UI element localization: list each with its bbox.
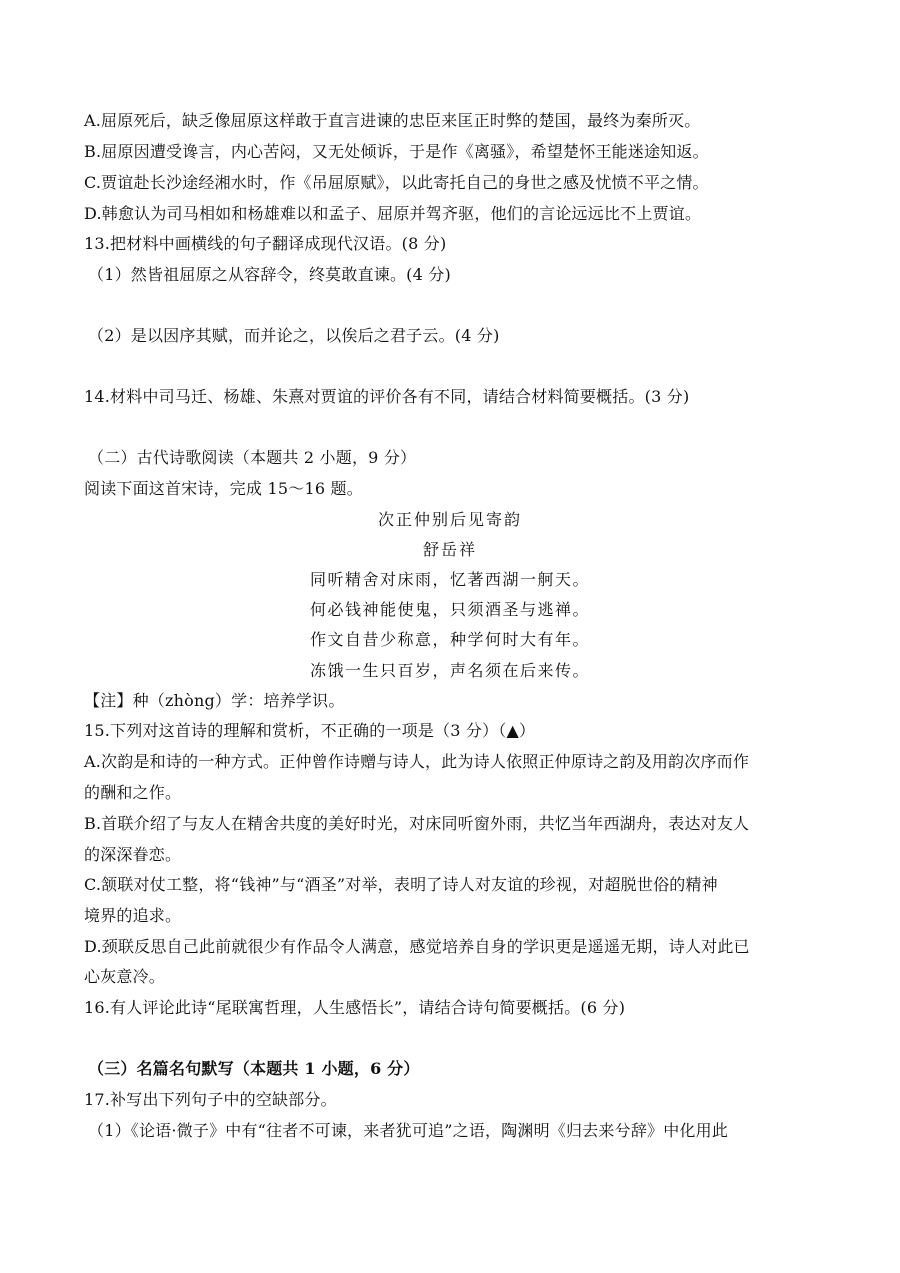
- q15-option-a-cont: 的酬和之作。: [84, 783, 182, 802]
- poem-author: 舒岳祥: [422, 540, 477, 559]
- q12-option-d: D.韩愈认为司马相如和杨雄难以和孟子、屈原并驾齐驱，他们的言论远远比不上贾谊。: [84, 204, 702, 223]
- q15-option-b: B.首联介绍了与友人在精舍共度的美好时光，对床同听窗外雨，共忆当年西湖舟，表达对友人: [84, 814, 750, 833]
- q15-option-a: A.次韵是和诗的一种方式。正仲曾作诗赠与诗人，此为诗人依照正仲原诗之韵及用韵次序而作: [84, 752, 750, 771]
- q16-stem: 16.有人评论此诗“尾联寓哲理，人生感悟长”，请结合诗句简要概括。(6 分): [84, 998, 626, 1017]
- poem-line: 作文自昔少称意，种学何时大有年。: [309, 630, 590, 649]
- q15-stem: 15.下列对这首诗的理解和赏析，不正确的一项是（3 分）（▲）: [84, 721, 536, 740]
- q17-sub1: （1）《论语·微子》中有“往者不可谏，来者犹可追”之语，陶渊明《归去来兮辞》中化用此: [88, 1121, 729, 1140]
- q12-option-c: C.贾谊赴长沙途经湘水时，作《吊屈原赋》，以此寄托自己的身世之感及忧愤不平之情。: [84, 173, 709, 192]
- q13-stem: 13.把材料中画横线的句子翻译成现代汉语。(8 分): [84, 234, 447, 253]
- q13-sub2: （2）是以因序其赋，而并论之，以俟后之君子云。(4 分): [88, 326, 500, 345]
- section3-heading: （三）名篇名句默写（本题共 1 小题，6 分）: [88, 1059, 420, 1078]
- q14-stem: 14.材料中司马迁、杨雄、朱熹对贾谊的评价各有不同，请结合材料简要概括。(3 分): [84, 387, 690, 406]
- poem-note: 【注】种（zhòng）学：培养学识。: [84, 691, 345, 710]
- poem-title: 次正仲别后见寄韵: [377, 510, 522, 529]
- q15-option-d-cont: 心灰意冷。: [84, 967, 166, 986]
- section2-intro: 阅读下面这首宋诗，完成 15～16 题。: [84, 479, 363, 498]
- q15-option-d: D.颈联反思自己此前就很少有作品令人满意，感觉培养自身的学识更是遥遥无期，诗人对此已: [84, 937, 750, 956]
- poem-line: 冻饿一生只百岁，声名须在后来传。: [309, 661, 590, 680]
- q12-option-a: A.屈原死后，缺乏像屈原这样敢于直言进谏的忠臣来匡正时弊的楚国，最终为秦所灭。: [84, 111, 701, 130]
- q12-option-b: B.屈原因遭受谗言，内心苦闷，又无处倾诉，于是作《离骚》，希望楚怀王能迷途知返。: [84, 142, 709, 161]
- q15-option-c-cont: 境界的追求。: [84, 906, 182, 925]
- q13-sub1: （1）然皆祖屈原之从容辞令，终莫敢直谏。(4 分): [88, 265, 451, 284]
- section2-heading: （二）古代诗歌阅读（本题共 2 小题，9 分）: [88, 448, 417, 467]
- q17-stem: 17.补写出下列句子中的空缺部分。: [84, 1090, 337, 1109]
- q15-option-b-cont: 的深深眷恋。: [84, 845, 182, 864]
- q15-option-c: C.颔联对仗工整，将“钱神”与“酒圣”对举，表明了诗人对友谊的珍视，对超脱世俗的精神: [84, 875, 718, 894]
- poem-line: 同听精舍对床雨，忆著西湖一舸天。: [309, 570, 590, 589]
- poem-line: 何必钱神能使鬼，只须酒圣与逃禅。: [309, 600, 590, 619]
